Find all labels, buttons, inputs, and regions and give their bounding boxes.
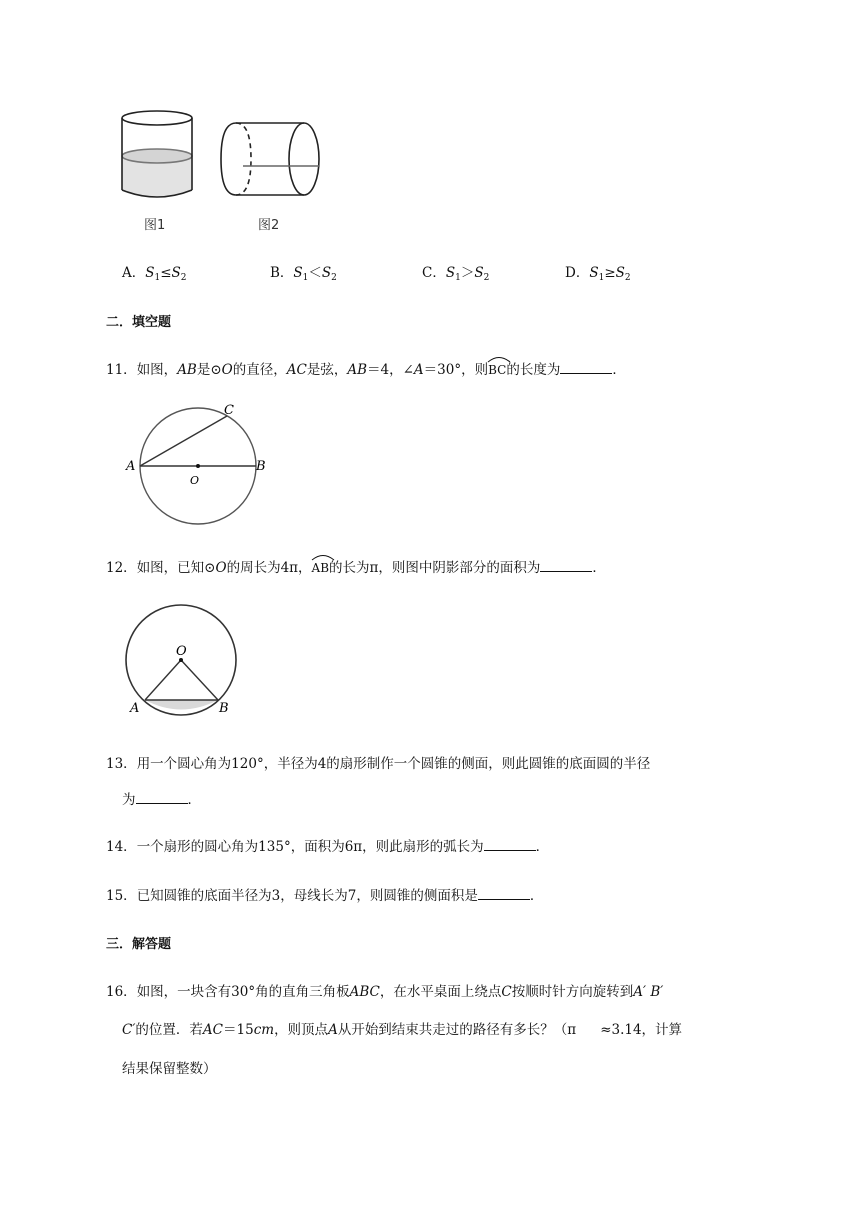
answer-blank [136, 791, 188, 804]
point-b-label: B [219, 701, 229, 716]
radius-ob [181, 660, 218, 700]
answer-blank [484, 838, 536, 851]
figure-1-label: 图1 [144, 218, 166, 233]
point-o-label: O [176, 644, 187, 659]
point-o-label: O [190, 474, 200, 487]
option-d: D．$S_1\ge S_2$ [565, 265, 631, 283]
question-12: 12．如图，已知⊙O的周长为4π， AB的长为π，则图中阴影部分的面积为 ． [106, 556, 606, 576]
arc-bc-label: BC [488, 361, 506, 377]
section-heading-answers: 三．解答题 [106, 937, 172, 952]
point-a-label: A [126, 459, 136, 474]
arc-ab-label: AB [312, 559, 329, 575]
answer-blank [478, 887, 530, 900]
question-11: 11．如图，AB是⊙O的直径，AC是弦，AB＝4，∠A＝30°，则 BC的长度为 ． [106, 358, 626, 378]
radius-oa [145, 660, 181, 700]
question-14: 14．一个扇形的圆心角为135°，面积为6π，则此扇形的弧长为 ． [106, 839, 550, 855]
center-point [196, 464, 200, 468]
question-16-line-3: 结果保留整数） [122, 1061, 217, 1077]
option-a: A．$S_1\le S_2$ [122, 265, 187, 283]
question-16-line-2: C′的位置．若AC＝15cm，则顶点A从开始到结束共走过的路径有多长？（π ≈3.14，计算 [122, 1022, 683, 1038]
point-b-label: B [256, 459, 266, 474]
figure-2-label: 图2 [258, 218, 280, 233]
option-b: B．$S_1<S_2$ [270, 265, 337, 283]
option-c: C．$S_1>S_2$ [422, 265, 490, 283]
answer-blank [560, 361, 612, 374]
answer-blank [540, 559, 592, 572]
section-heading-fill-in: 二．填空题 [106, 315, 172, 330]
q12-circle-figure [118, 600, 248, 720]
figure-2-cylinder [221, 123, 319, 195]
chord-ac [140, 416, 227, 466]
point-a-label: A [130, 701, 140, 716]
q11-circle-figure [120, 396, 280, 536]
question-15: 15．已知圆锥的底面半径为3，母线长为7，则圆锥的侧面积是 ． [106, 888, 544, 904]
figure-1-cylinder [122, 111, 192, 197]
question-13-line-1: 13．用一个圆心角为120°，半径为4的扇形制作一个圆锥的侧面，则此圆锥的底面圆的半径 [106, 756, 651, 772]
question-16-line-1: 16．如图，一块含有30°角的直角三角板ABC，在水平桌面上绕点C按顺时针方向旋转到A′ B′ [106, 984, 664, 1000]
point-c-label: C [224, 403, 234, 418]
question-13-line-2: 为 ． [122, 792, 201, 808]
